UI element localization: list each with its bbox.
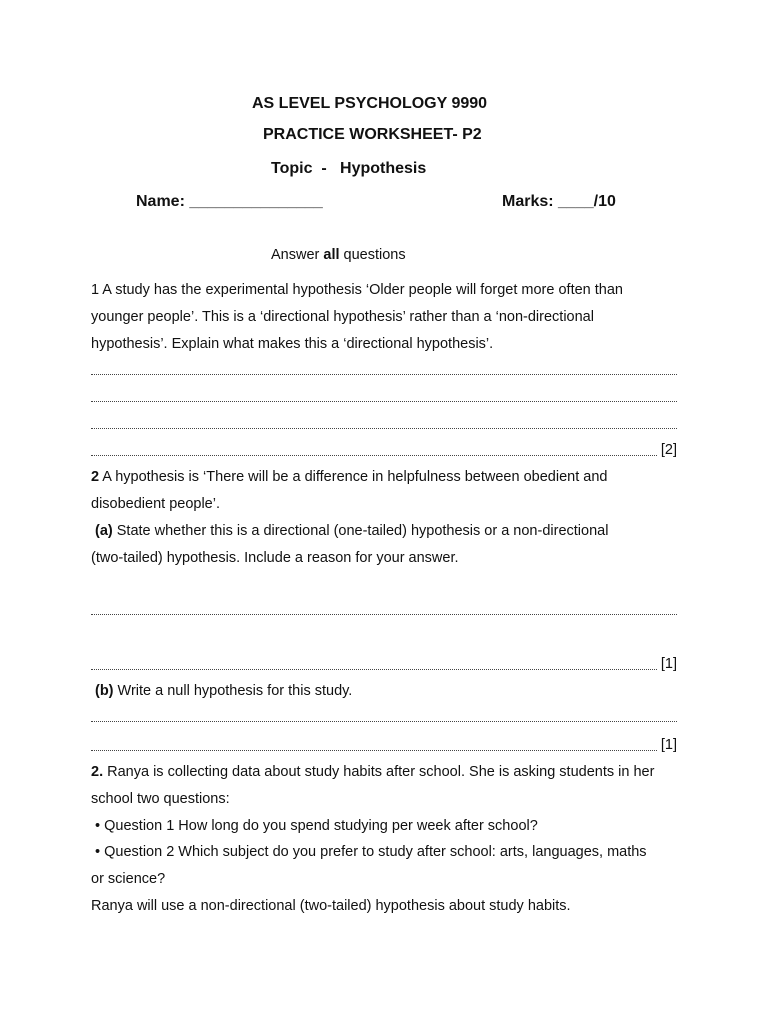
q3-stem: Ranya is collecting data about study habits after school. She is asking students in her [103,764,655,780]
worksheet-subtitle: PRACTICE WORKSHEET- P2 [263,126,482,143]
q3-bullet-1: • Question 1 How long do you spend studying per week after school? [91,818,538,834]
q3-bullet-2: • Question 2 Which subject do you prefer to study after school: arts, languages, maths [91,844,647,860]
q2b-marks: [1] [660,737,677,753]
q1-answer-line-2[interactable] [91,391,677,402]
q2a-marks: [1] [660,656,677,672]
q2b-answer-line-1[interactable] [91,711,677,722]
instruction-text [271,247,406,263]
q2a-label: (a) [95,523,113,539]
q1-marks: [2] [660,442,677,458]
instruction-suffix: questions [339,247,406,263]
q1-text-line-3: hypothesis’. Explain what makes this a ‘directional hypothesis’. [91,336,494,352]
q2b-prompt: Write a null hypothesis for this study. [113,683,353,699]
q1-text-line-1: 1 A study has the experimental hypothesis ‘Older people will forget more often than [91,282,623,298]
q3-text-line-1 [91,764,654,780]
q2a-answer-line-2[interactable] [91,659,657,670]
q2a-text-line-1 [95,523,608,539]
q3-text-line-2: school two questions: [91,791,230,807]
q2b-text-line [95,683,352,699]
q1-answer-line-1[interactable] [91,364,677,375]
q2-text-line-1 [91,469,607,485]
q2a-text-line-2: (two-tailed) hypothesis. Include a reason for your answer. [91,550,459,566]
q2b-label: (b) [95,683,114,699]
q3-bullet-2-continued: or science? [91,871,166,887]
worksheet-topic: Topic - Hypothesis [271,160,427,177]
q2a-answer-line-1[interactable] [91,604,677,615]
q2a-prompt: State whether this is a directional (one-tailed) hypothesis or a non-directional [112,523,609,539]
q2-number: 2 [91,469,100,485]
q1-answer-line-3[interactable] [91,418,677,429]
q2b-answer-line-2[interactable] [91,740,657,751]
name-field-label: Name: _______________ [136,193,323,210]
marks-field-label: Marks: ____/10 [502,193,616,210]
instruction-emphasis: all [323,247,340,263]
worksheet-title: AS LEVEL PSYCHOLOGY 9990 [252,95,488,112]
q2-stem: A hypothesis is ‘There will be a difference in helpfulness between obedient and [99,469,608,485]
q3-number: 2. [91,764,104,780]
q1-text-line-2: younger people’. This is a ‘directional hypothesis’ rather than a ‘non-directional [91,309,594,325]
q1-answer-line-4[interactable] [91,445,657,456]
instruction-prefix: Answer [271,247,324,263]
q3-text-line-3: Ranya will use a non-directional (two-tailed) hypothesis about study habits. [91,898,571,914]
q2-text-line-2: disobedient people’. [91,496,220,512]
